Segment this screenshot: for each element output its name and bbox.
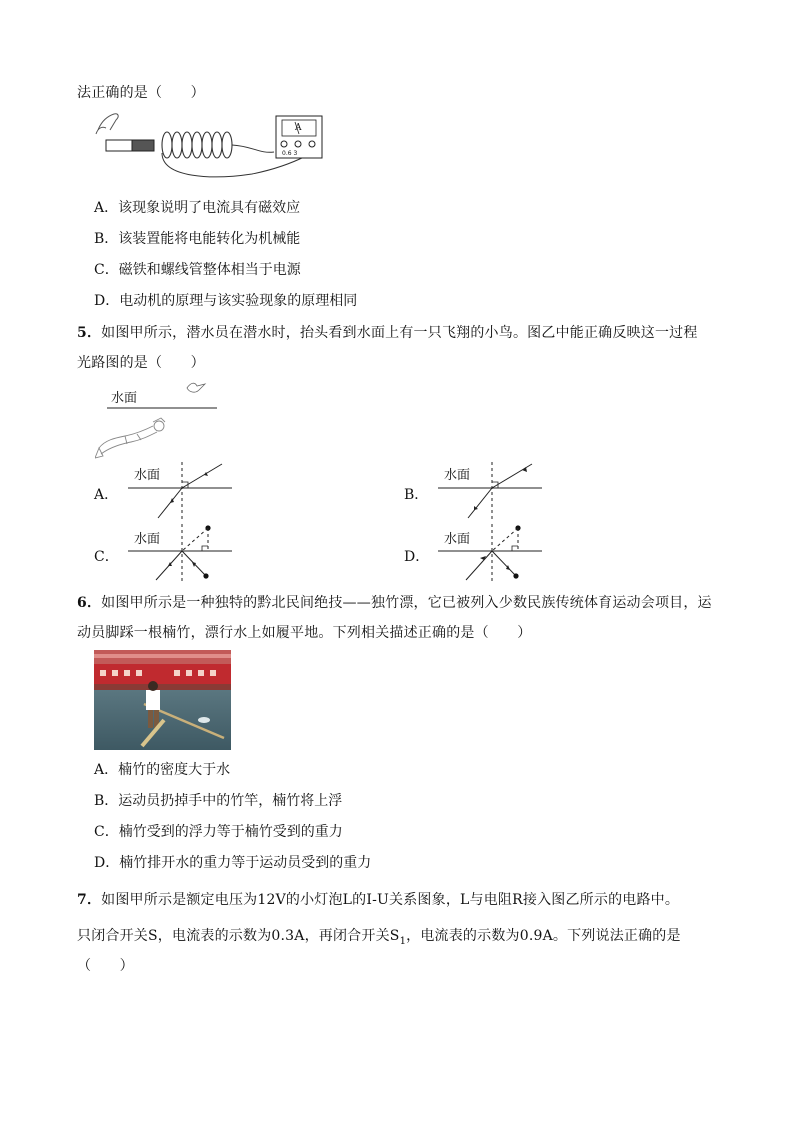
q5-b-water-label: 水面 (444, 468, 471, 483)
q5-diver-figure (95, 378, 220, 463)
q4-option-b: B．该装置能将电能转化为机械能 (94, 231, 301, 247)
q5-option-c-label: C． (94, 549, 119, 565)
q5-d-water-label: 水面 (444, 532, 471, 547)
q4-option-a: A．该现象说明了电流具有磁效应 (94, 200, 301, 216)
q7-stem-line3: （ ） (77, 958, 134, 974)
q4-option-c: C．磁铁和螺线管整体相当于电源 (94, 262, 301, 278)
q5-option-b-label: B． (404, 487, 429, 503)
q7-stem-line1: 7．如图甲所示是额定电压为12V的小灯泡L的I-U关系图象，L与电阻R接入图乙所示的电路中。 (77, 892, 680, 908)
q6-option-b: B．运动员扔掉手中的竹竿，楠竹将上浮 (94, 793, 343, 809)
q7-stem-line2: 只闭合开关S，电流表的示数为0.3A，再闭合开关$S_1$，电流表的示数为0.9A。下列说法正确的是 (77, 928, 681, 947)
q5-option-c-diagram (120, 522, 236, 584)
q5-option-d-label: D． (404, 549, 430, 565)
q5-option-a-diagram (120, 460, 236, 522)
q6-stem-line2: 动员脚踩一根楠竹，漂行水上如履平地。下列相关描述正确的是（ ） (77, 625, 532, 641)
q5-option-b-diagram (430, 460, 546, 522)
ammeter-label: A (295, 123, 302, 133)
q5-c-water-label: 水面 (134, 532, 161, 547)
q6-option-c: C．楠竹受到的浮力等于楠竹受到的重力 (94, 824, 343, 840)
q4-option-d: D．电动机的原理与该实验现象的原理相同 (94, 293, 358, 309)
q6-option-d: D．楠竹排开水的重力等于运动员受到的重力 (94, 855, 372, 871)
q5-option-a-label: A． (94, 487, 119, 503)
q4-stem-tail: 法正确的是（ ） (77, 85, 205, 101)
q5-a-water-label: 水面 (134, 468, 161, 483)
q6-photo-bamboo-rafting (94, 650, 231, 750)
ammeter-terminal-labels: 0.6 3 (282, 150, 298, 157)
q5-stem-line1: 5．如图甲所示，潜水员在潜水时，抬头看到水面上有一只飞翔的小鸟。图乙中能正确反映这一过程 (77, 325, 698, 341)
q6-option-a: A．楠竹的密度大于水 (94, 762, 231, 778)
q5-option-d-diagram (430, 522, 546, 584)
q5-water-label: 水面 (111, 391, 138, 406)
q6-stem-line1: 6．如图甲所示是一种独特的黔北民间绝技——独竹漂，它已被列入少数民族传统体育运动会项目，运 (77, 595, 712, 611)
q4-circuit-figure (92, 108, 332, 188)
q5-stem-line2: 光路图的是（ ） (77, 355, 205, 371)
